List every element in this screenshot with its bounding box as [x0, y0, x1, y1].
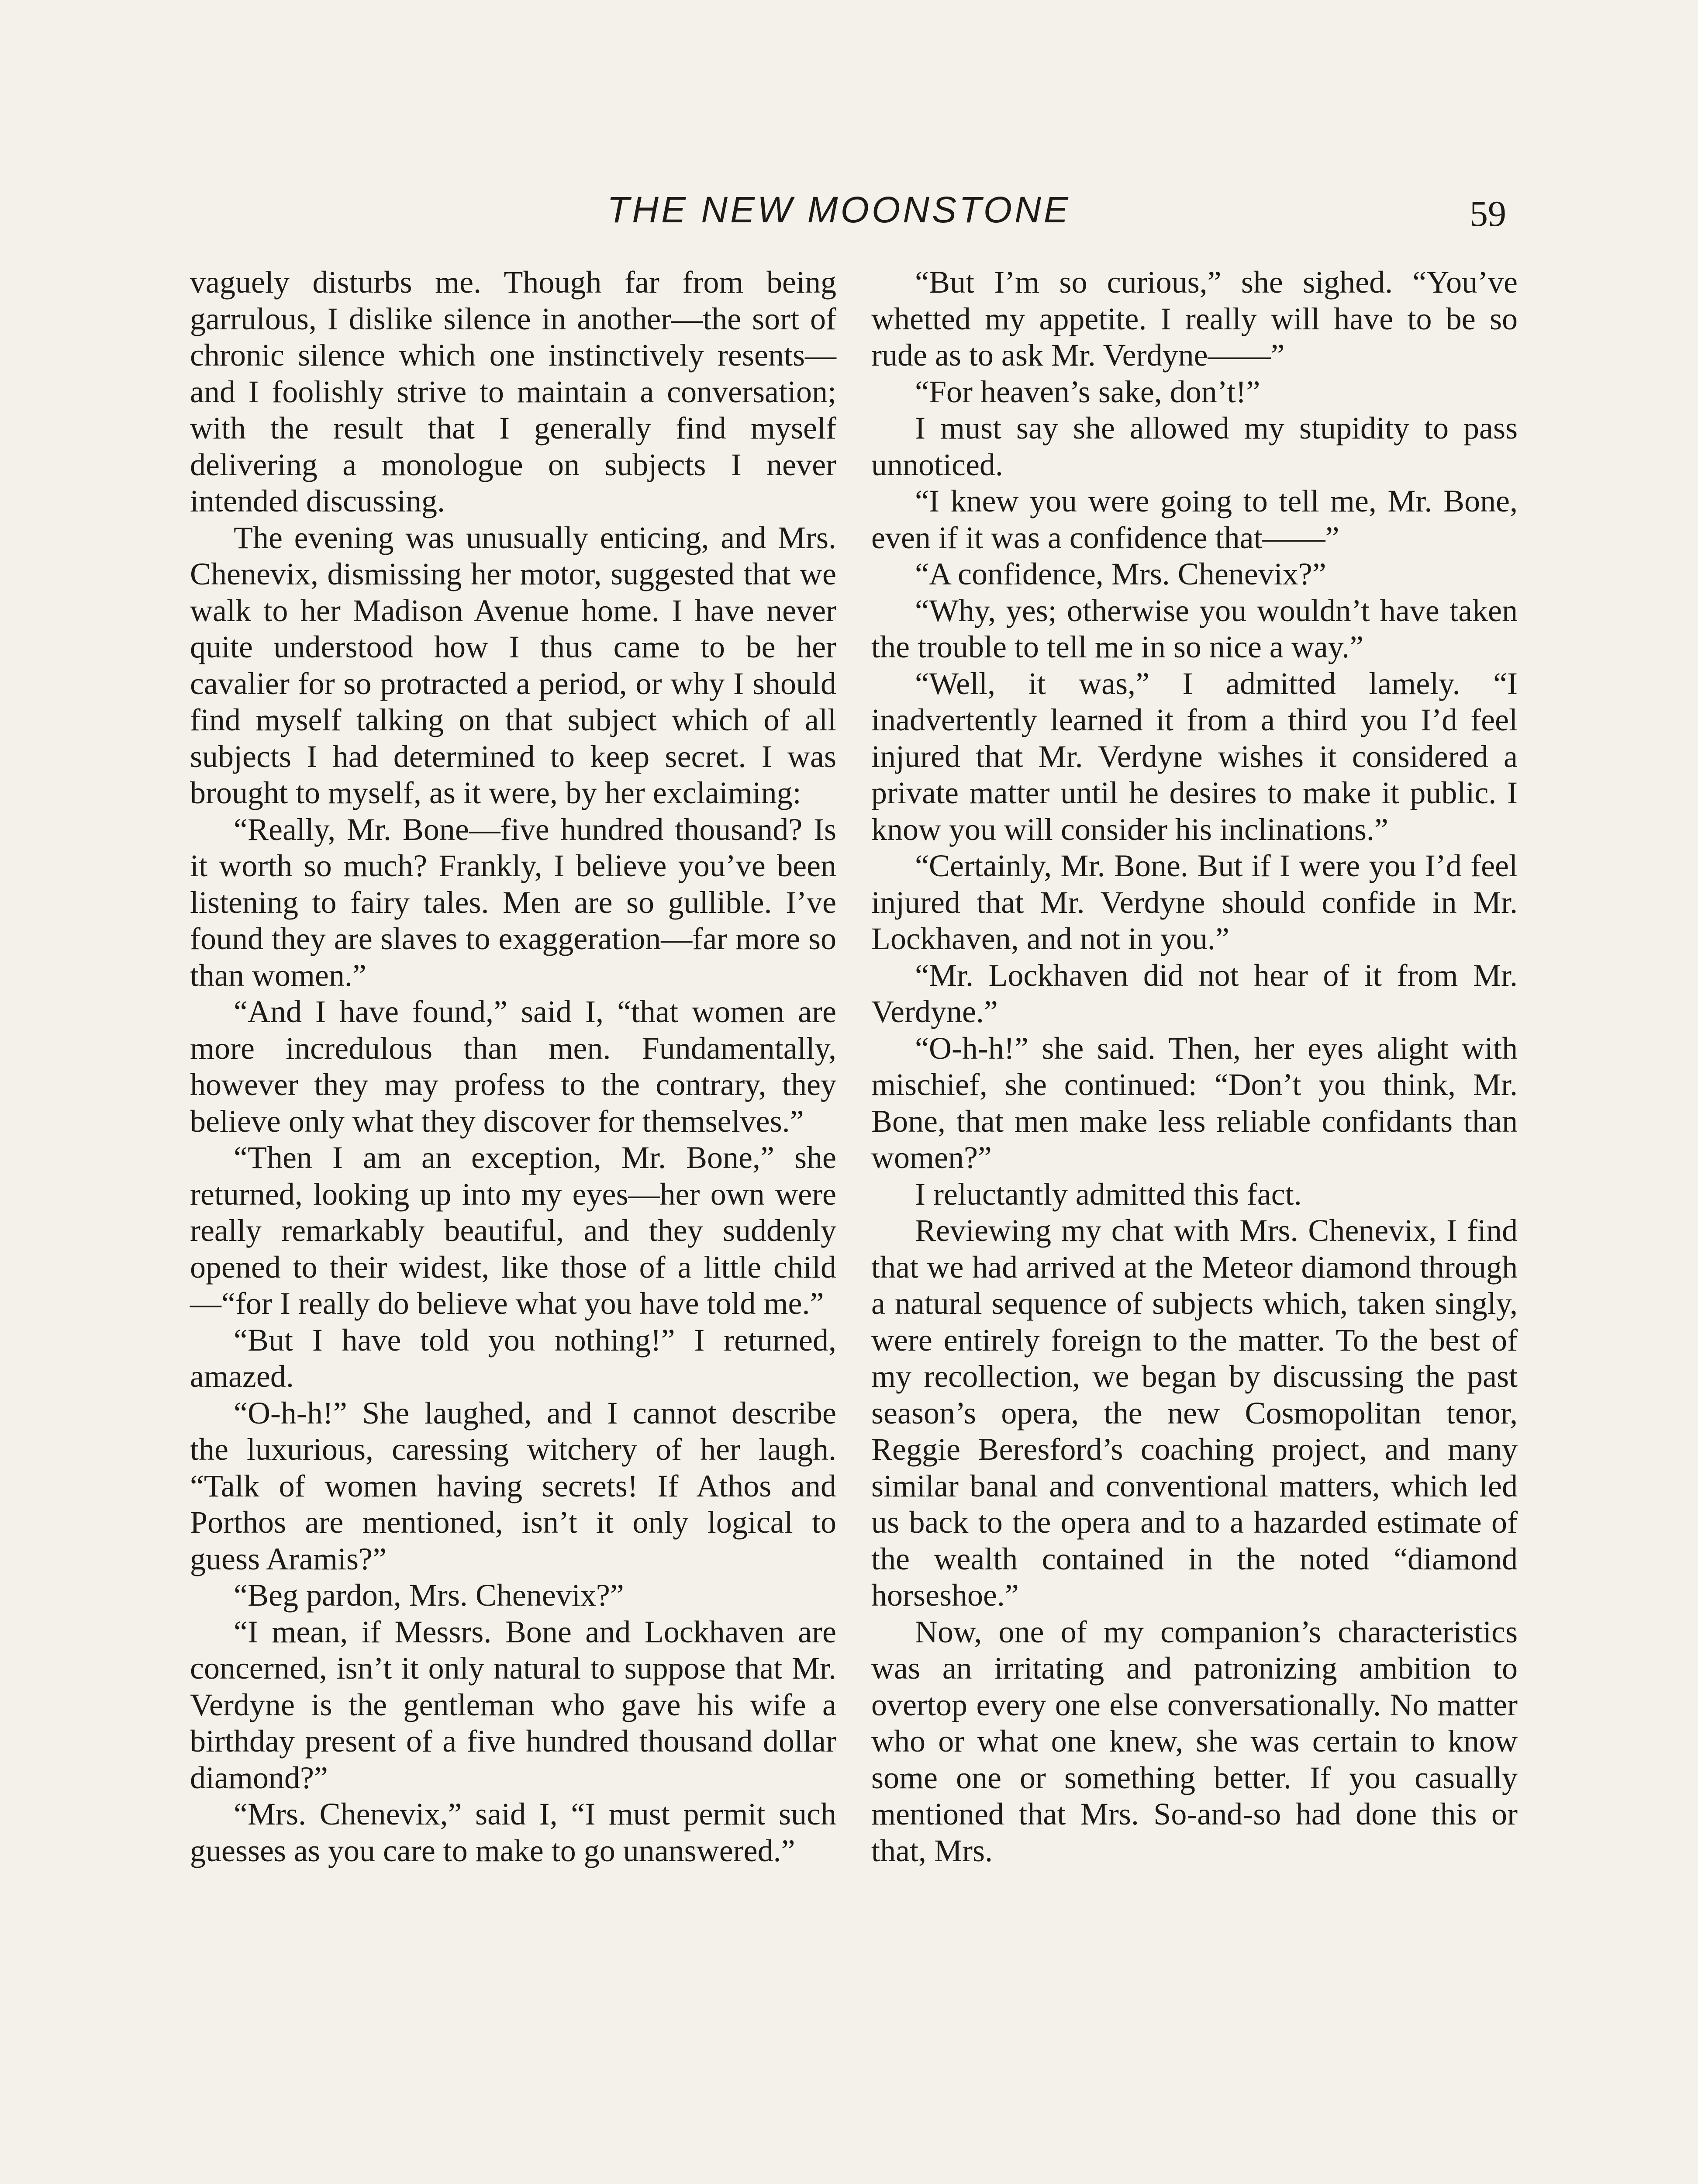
paragraph: “Well, it was,” I admitted lamely. “I inadvertently learned it from a third you I’d feel injured that Mr. Verdyne wishes it considered a private matter until he desires to make it public. I know you will consider his inclinations.” [871, 666, 1518, 847]
paragraph: “Then I am an exception, Mr. Bone,” she returned, looking up into my eyes—her own were really remarkably beautiful, and they suddenly opened to their widest, like those of a little child—“for I really do believe what you have told me.” [190, 1140, 836, 1321]
paragraph: “A confidence, Mrs. Chenevix?” [915, 556, 1326, 591]
page-number: 59 [1470, 194, 1506, 234]
paragraph: “Mrs. Chenevix,” said I, “I must permit such guesses as you care to make to go unanswered.” [190, 1797, 836, 1868]
paragraph: “Beg pardon, Mrs. Chenevix?” [234, 1578, 624, 1613]
paragraph: “Certainly, Mr. Bone. But if I were you I’d feel injured that Mr. Verdyne should confide in Mr. Lockhaven, and not in you.” [871, 848, 1518, 956]
paragraph: “Really, Mr. Bone—five hundred thousand? Is it worth so much? Frankly, I believe you’ve been listening to fairy tales. Men are so gullible. I’ve found they are slaves to exaggeration—far more so than women.” [190, 812, 836, 993]
right-column [871, 264, 1518, 1869]
paragraph: “But I’m so curious,” she sighed. “You’ve whetted my appetite. I really will have to be so rude as to ask Mr. Verdyne——” [871, 265, 1518, 373]
paragraph: vaguely disturbs me. Though far from being garrulous, I dislike silence in another—the sort of chronic silence which one instinctively resents—and I foolishly strive to maintain a conversation; with the result that I generally find myself delivering a monologue on subjects I never intended discussing. [190, 265, 836, 518]
left-column [190, 264, 836, 1869]
paragraph: “Why, yes; otherwise you wouldn’t have taken the trouble to tell me in so nice a way.” [871, 593, 1518, 664]
paragraph: Reviewing my chat with Mrs. Chenevix, I find that we had arrived at the Meteor diamond through a natural sequence of subjects which, taken singly, were entirely foreign to the matter. To the best of my recollection, we began by discussing the past season’s opera, the new Cosmopolitan tenor, Reggie Beresford’s coaching project, and many similar banal and conventional matters, which led us back to the opera and to a hazarded estimate of the wealth contained in the noted “diamond horseshoe.” [871, 1213, 1518, 1613]
paragraph: “I knew you were going to tell me, Mr. Bone, even if it was a confidence that——” [871, 484, 1518, 555]
running-title: THE NEW MOONSTONE [607, 189, 1071, 230]
paragraph: The evening was unusually enticing, and Mrs. Chenevix, dismissing her motor, suggested that we walk to her Madison Avenue home. I have never quite understood how I thus came to be her cavalier for so protracted a period, or why I should find myself talking on that subject which of all subjects I had determined to keep secret. I was brought to myself, as it were, by her exclaiming: [190, 520, 836, 810]
paragraph: “O-h-h!” she said. Then, her eyes alight with mischief, she continued: “Don’t you think, Mr. Bone, that men make less reliable confidants than women?” [871, 1030, 1518, 1175]
paragraph: Now, one of my companion’s characteristics was an irritating and patronizing ambition to overtop every one else conversationally. No matter who or what one knew, she was certain to know some one or something better. If you casually mentioned that Mrs. So-and-so had done this or that, Mrs. [871, 1614, 1518, 1868]
paragraph: “And I have found,” said I, “that women are more incredulous than men. Fundamentally, however they may profess to the contrary, they believe only what they discover for themselves.” [190, 994, 836, 1139]
page-header [0, 183, 1698, 236]
paragraph: “Mr. Lockhaven did not hear of it from Mr. Verdyne.” [871, 957, 1518, 1029]
paragraph: “For heaven’s sake, don’t!” [915, 374, 1260, 409]
paragraph: “O-h-h!” She laughed, and I cannot describe the luxurious, caressing witchery of her laugh. “Talk of women having secrets! If Athos and Porthos are mentioned, isn’t it only logical to guess Aramis?” [190, 1395, 836, 1576]
paragraph: I reluctantly admitted this fact. [915, 1176, 1302, 1212]
paragraph: I must say she allowed my stupidity to pass unnoticed. [871, 411, 1518, 482]
paragraph: “But I have told you nothing!” I returned, amazed. [190, 1322, 836, 1394]
paragraph: “I mean, if Messrs. Bone and Lockhaven are concerned, isn’t it only natural to suppose that Mr. Verdyne is the gentleman who gave his wife a birthday present of a five hundred thousand dollar diamond?” [190, 1614, 836, 1795]
